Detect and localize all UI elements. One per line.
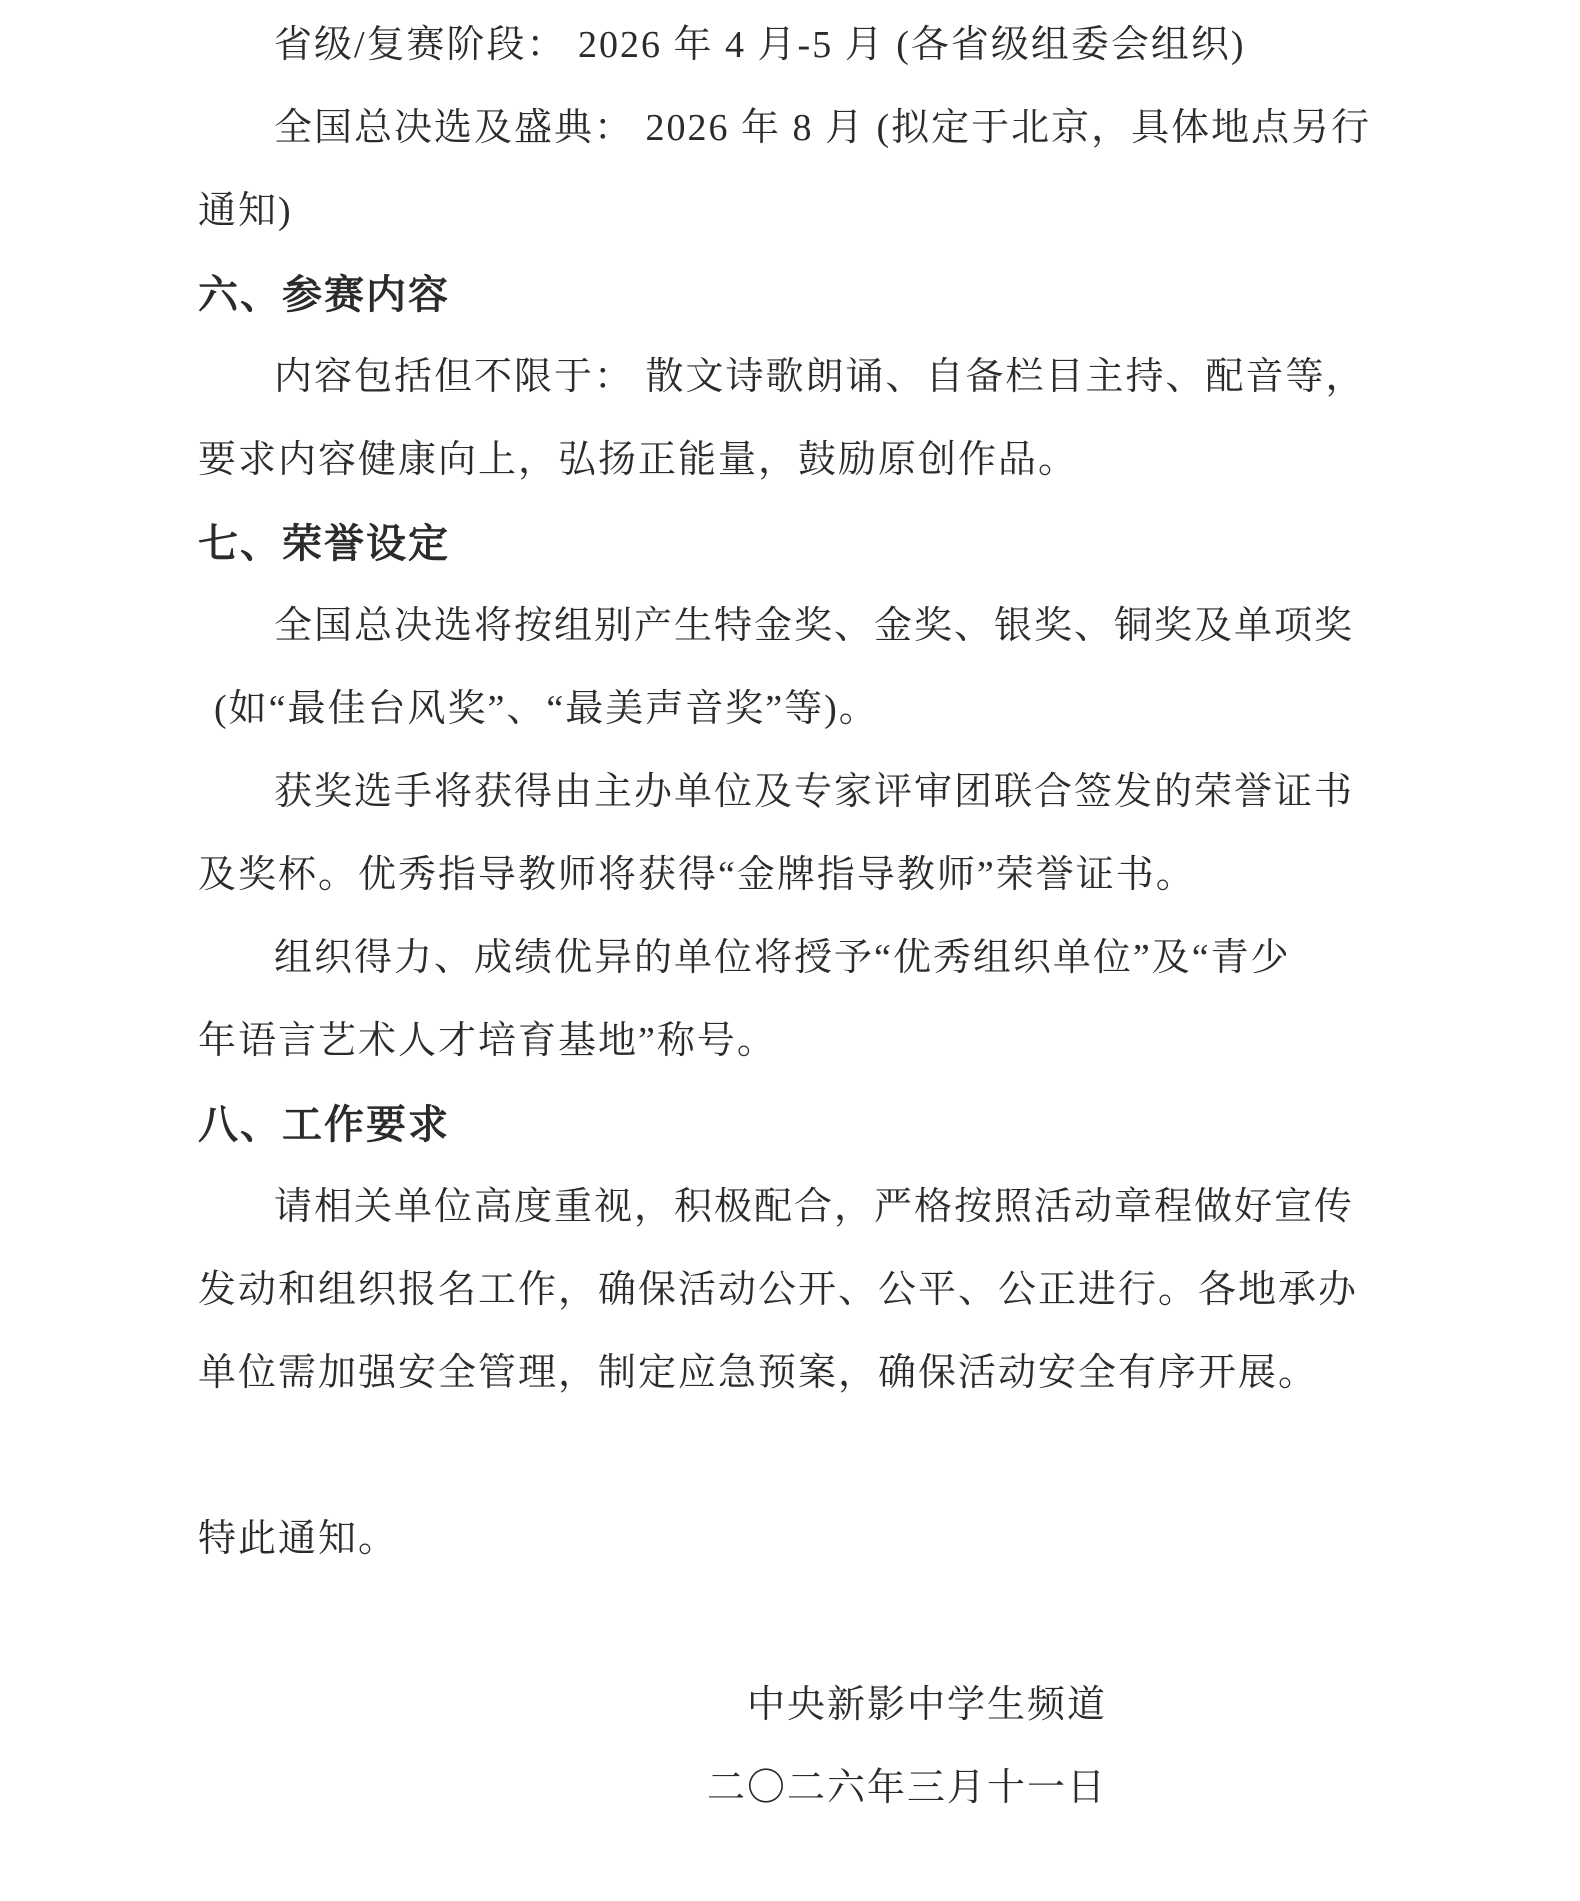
line-org-awards-cont: 年语言艺术人才培育基地”称号。 xyxy=(198,1020,777,1062)
line-provincial-stage: 省级/复赛阶段： 2026 年 4 月-5 月 (各省级组委会组织) xyxy=(274,24,1246,66)
line-work-req-3: 单位需加强安全管理，制定应急预案，确保活动安全有序开展。 xyxy=(198,1352,1319,1394)
line-national-final: 全国总决选及盛典： 2026 年 8 月 (拟定于北京，具体地点另行 xyxy=(274,107,1372,149)
signature-date: 二〇二六年三月十一日 xyxy=(706,1767,1107,1809)
line-work-req-1: 请相关单位高度重视，积极配合，严格按照活动章程做好宣传 xyxy=(274,1186,1355,1228)
line-content-requirement: 要求内容健康向上，弘扬正能量，鼓励原创作品。 xyxy=(198,439,1079,481)
line-awards: 全国总决选将按组别产生特金奖、金奖、银奖、铜奖及单项奖 xyxy=(274,605,1355,647)
line-org-awards: 组织得力、成绩优异的单位将授予“优秀组织单位”及“青少 xyxy=(274,937,1291,979)
line-closing: 特此通知。 xyxy=(198,1518,399,1560)
heading-section-eight: 八、工作要求 xyxy=(198,1102,450,1147)
heading-section-six: 六、参赛内容 xyxy=(198,272,450,317)
signature-org: 中央新影中学生频道 xyxy=(746,1684,1107,1726)
line-work-req-2: 发动和组织报名工作，确保活动公开、公平、公正进行。各地承办 xyxy=(198,1269,1359,1311)
heading-section-seven: 七、荣誉设定 xyxy=(198,521,450,566)
blank-line xyxy=(198,1581,1327,1664)
line-content-scope: 内容包括但不限于： 散文诗歌朗诵、自备栏目主持、配音等， xyxy=(274,356,1366,398)
line-certificates: 获奖选手将获得由主办单位及专家评审团联合签发的荣誉证书 xyxy=(274,771,1355,813)
line-certificates-cont: 及奖杯。优秀指导教师将获得“金牌指导教师”荣誉证书。 xyxy=(198,854,1196,896)
blank-line xyxy=(198,1415,1327,1498)
line-national-final-cont: 通知) xyxy=(198,190,293,232)
line-awards-cont: (如“最佳台风奖”、“最美声音奖”等)。 xyxy=(214,688,879,730)
